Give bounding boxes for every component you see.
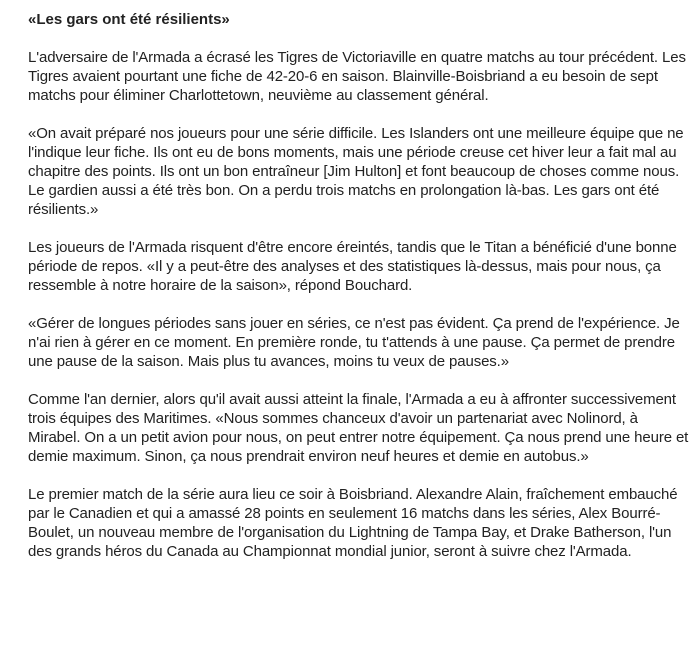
section-subheading: «Les gars ont été résilients» [28, 11, 230, 28]
article-body [28, 10, 694, 580]
article-paragraph-1: L'adversaire de l'Armada a écrasé les Tigres de Victoriaville en quatre matchs au tour précédent. Les Tigres avaient pourtant une fiche de 42-20-6 en saison. Blainville-Boisbriand a eu besoin de sept matchs pour éliminer Charlottetown, neuvième au classement général. [28, 49, 686, 104]
article-paragraph-2: «On avait préparé nos joueurs pour une série difficile. Les Islanders ont une meilleure équipe que ne l'indique leur fiche. Ils ont eu de bons moments, mais une période creuse cet hiver leur a fait mal au chapitre des points. Ils ont un bon entraîneur [Jim Hulton] et font beaucoup de choses comme nous. Le gardien aussi a été très bon. On a perdu trois matchs en prolongation là-bas. Les gars ont été résilients.» [28, 125, 684, 218]
article-paragraph-6: Le premier match de la série aura lieu ce soir à Boisbriand. Alexandre Alain, fraîchement embauché par le Canadien et qui a amassé 28 points en seulement 16 matchs dans les séries, Alex Bourré-Boulet, un nouveau membre de l'organisation du Lightning de Tampa Bay, et Drake Batherson, l'un des grands héros du Canada au Championnat mondial junior, seront à suivre chez l'Armada. [28, 486, 678, 560]
article-paragraph-4: «Gérer de longues périodes sans jouer en séries, ce n'est pas évident. Ça prend de l'expérience. Je n'ai rien à gérer en ce moment. En première ronde, tu t'attends à une pause. Ça permet de prendre une pause de la saison. Mais plus tu avances, moins tu veux de pauses.» [28, 315, 680, 370]
article-paragraph-5: Comme l'an dernier, alors qu'il avait aussi atteint la finale, l'Armada a eu à affronter successivement trois équipes des Maritimes. «Nous sommes chanceux d'avoir un partenariat avec Nolinord, à Mirabel. On a un petit avion pour nous, on peut entrer notre équipement. Ça nous prend une heure et demie maximum. Sinon, ça nous prendrait environ neuf heures et demie en autobus.» [28, 391, 689, 465]
article-paragraph-3: Les joueurs de l'Armada risquent d'être encore éreintés, tandis que le Titan a bénéficié d'une bonne période de repos. «Il y a peut-être des analyses et des statistiques là-dessus, mais pour nous, ça ressemble à notre horaire de la saison», répond Bouchard. [28, 239, 677, 294]
